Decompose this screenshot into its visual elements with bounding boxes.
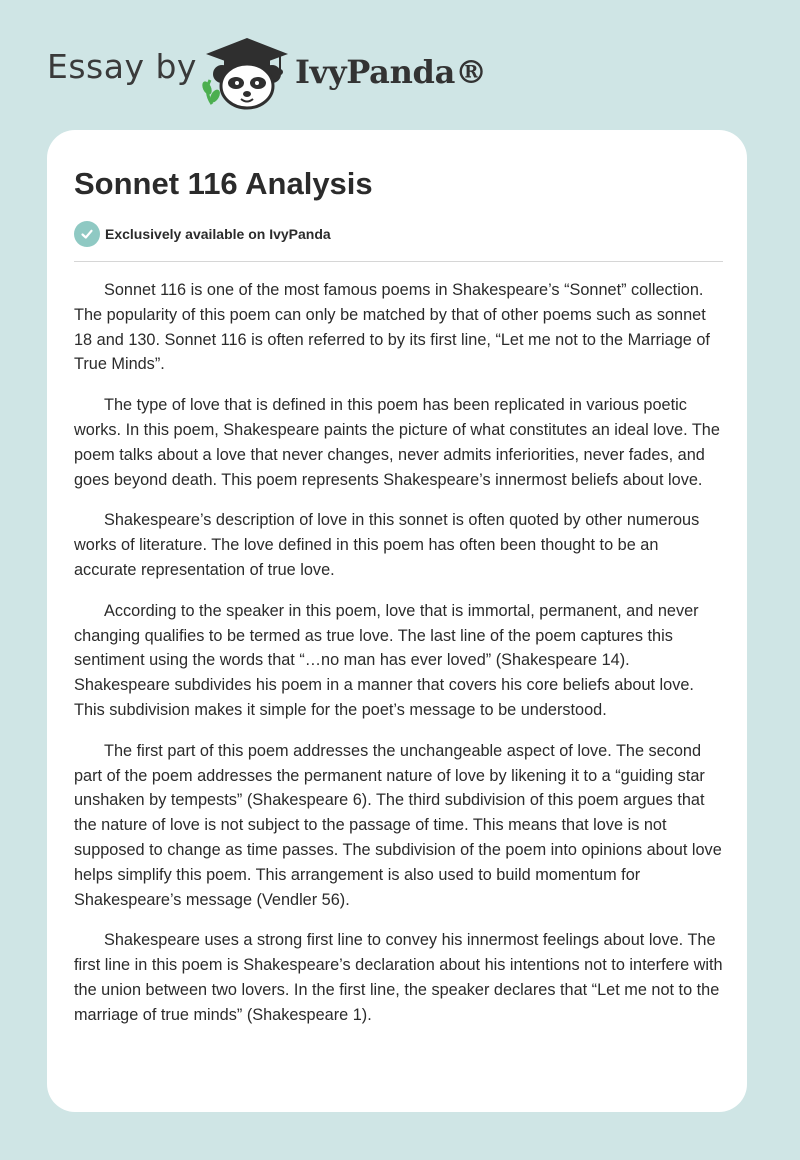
paragraph-6: Shakespeare uses a strong first line to convey his innermost feelings about love. The first line in this poem is Shakespeare’s declaration about his intentions not to interfere with the union between two lovers. In the first line, the speaker declares that “Let me not to the marriage of true minds” (Shakespeare 1). bbox=[74, 931, 723, 1024]
essay-body bbox=[74, 278, 724, 1044]
paragraph-4: According to the speaker in this poem, love that is immortal, permanent, and never changing qualifies to be termed as true love. The last line of the poem captures this sentiment using the words that “…no man has ever loved” (Shakespeare 14). Shakespeare subdivides his poem in a manner that covers his core beliefs about love. This subdivision makes it simple for the poet’s message to be understood. bbox=[74, 601, 699, 719]
paragraph-3: Shakespeare’s description of love in this sonnet is often quoted by other numerous works of literature. The love defined in this poem has often been thought to be an accurate representation of true love. bbox=[74, 511, 700, 579]
essay-by-label: Essay by bbox=[47, 47, 197, 86]
paragraph-2: The type of love that is defined in this poem has been replicated in various poetic works. In this poem, Shakespeare paints the picture of what constitutes an ideal love. The poem talks about a love that never changes, never admits inferiorities, never fades, and goes beyond death. This poem represents Shakespeare’s innermost beliefs about love. bbox=[74, 396, 720, 489]
exclusive-badge bbox=[74, 221, 331, 247]
brand-name[interactable]: IvyPanda® bbox=[295, 53, 487, 91]
site-header bbox=[47, 30, 547, 110]
check-circle-icon bbox=[74, 221, 100, 247]
exclusive-badge-label: Exclusively available on IvyPanda bbox=[105, 226, 331, 242]
essay-card bbox=[47, 130, 747, 1112]
panda-logo-icon[interactable] bbox=[202, 36, 292, 110]
paragraph-1: Sonnet 116 is one of the most famous poems in Shakespeare’s “Sonnet” collection. The popularity of this poem can only be matched by that of other poems such as sonnet 18 and 130. Sonnet 116 is often referred to by its first line, “Let me not to the Marriage of True Minds”. bbox=[74, 281, 710, 374]
paragraph-5: The first part of this poem addresses the unchangeable aspect of love. The second part of the poem addresses the permanent nature of love by likening it to a “guiding star unshaken by tempests” (Shakespeare 6). The third subdivision of this poem argues that the nature of love is not subject to the passage of time. This means that love is not supposed to change as time passes. The subdivision of the poem into opinions about love helps simplify this poem. This arrangement is also used to build momentum for Shakespeare’s message (Vendler 56). bbox=[74, 741, 722, 909]
divider bbox=[74, 261, 723, 262]
page-title: Sonnet 116 Analysis bbox=[74, 166, 373, 201]
